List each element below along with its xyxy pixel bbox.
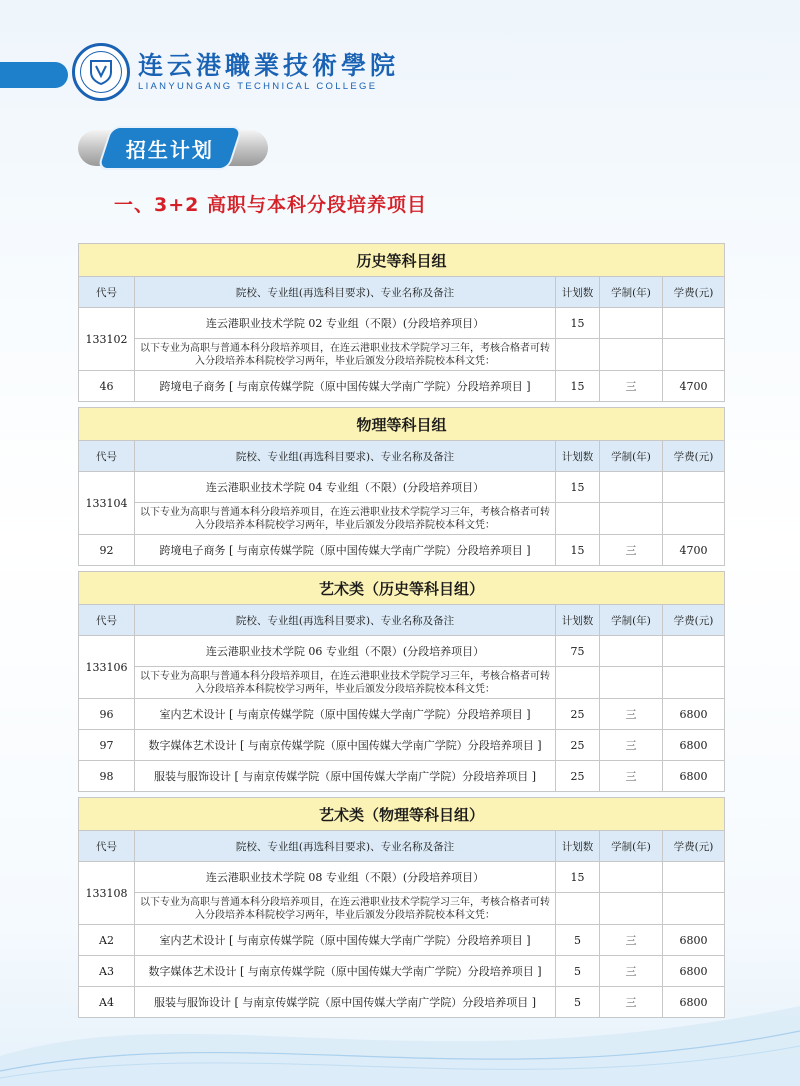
college-emblem-icon <box>72 43 130 101</box>
major-fee: 6800 <box>663 699 725 730</box>
program-row <box>79 636 725 667</box>
major-code: 97 <box>79 730 135 761</box>
college-name-cn: 连云港職業技術學院 <box>138 51 400 80</box>
group-title-row <box>79 572 725 605</box>
note-fee-empty <box>663 667 725 699</box>
note-row <box>79 667 725 699</box>
major-code: 96 <box>79 699 135 730</box>
major-plan: 25 <box>556 699 600 730</box>
major-years: 三 <box>600 371 663 402</box>
col-years-header: 学制(年) <box>600 605 663 636</box>
header-accent-stripe <box>0 62 68 88</box>
note-fee-empty <box>663 893 725 925</box>
note-plan-empty <box>556 503 600 535</box>
program-code: 133108 <box>79 862 135 925</box>
program-fee-empty <box>663 472 725 503</box>
program-code: 133104 <box>79 472 135 535</box>
group-title: 物理等科目组 <box>79 408 725 441</box>
note-plan-empty <box>556 667 600 699</box>
program-code: 133102 <box>79 308 135 371</box>
major-fee: 6800 <box>663 987 725 1018</box>
column-header-row <box>79 277 725 308</box>
major-years: 三 <box>600 925 663 956</box>
column-header-row <box>79 441 725 472</box>
major-name: 数字媒体艺术设计 [ 与南京传媒学院（原中国传媒大学南广学院）分段培养项目 ] <box>135 730 556 761</box>
program-years-empty <box>600 308 663 339</box>
decorative-wave <box>0 936 800 1086</box>
program-row <box>79 308 725 339</box>
note-years-empty <box>600 339 663 371</box>
program-note: 以下专业为高职与普通本科分段培养项目，在连云港职业技术学院学习三年，考核合格者可转入分段培养本科院校学习两年，毕业后颁发分段培养院校本科文凭： <box>135 893 556 925</box>
col-code-header: 代号 <box>79 441 135 472</box>
note-fee-empty <box>663 503 725 535</box>
major-years: 三 <box>600 761 663 792</box>
program-note: 以下专业为高职与普通本科分段培养项目，在连云港职业技术学院学习三年，考核合格者可转入分段培养本科院校学习两年，毕业后颁发分段培养院校本科文凭： <box>135 503 556 535</box>
col-desc-header: 院校、专业组(再选科目要求)、专业名称及备注 <box>135 605 556 636</box>
col-years-header: 学制(年) <box>600 831 663 862</box>
major-code: 98 <box>79 761 135 792</box>
col-desc-header: 院校、专业组(再选科目要求)、专业名称及备注 <box>135 277 556 308</box>
section-label <box>97 126 243 170</box>
program-years-empty <box>600 636 663 667</box>
major-name: 跨境电子商务 [ 与南京传媒学院（原中国传媒大学南广学院）分段培养项目 ] <box>135 535 556 566</box>
col-years-header: 学制(年) <box>600 277 663 308</box>
col-plan-header: 计划数 <box>556 277 600 308</box>
note-years-empty <box>600 893 663 925</box>
major-name: 服装与服饰设计 [ 与南京传媒学院（原中国传媒大学南广学院）分段培养项目 ] <box>135 761 556 792</box>
major-fee: 6800 <box>663 956 725 987</box>
col-years-header: 学制(年) <box>600 441 663 472</box>
program-note: 以下专业为高职与普通本科分段培养项目，在连云港职业技术学院学习三年，考核合格者可转入分段培养本科院校学习两年，毕业后颁发分段培养院校本科文凭： <box>135 339 556 371</box>
col-fee-header: 学费(元) <box>663 441 725 472</box>
col-desc-header: 院校、专业组(再选科目要求)、专业名称及备注 <box>135 441 556 472</box>
major-name: 数字媒体艺术设计 [ 与南京传媒学院（原中国传媒大学南广学院）分段培养项目 ] <box>135 956 556 987</box>
program-plan: 15 <box>556 308 600 339</box>
program-name: 连云港职业技术学院 04 专业组（不限）(分段培养项目） <box>135 472 556 503</box>
col-fee-header: 学费(元) <box>663 831 725 862</box>
program-plan: 75 <box>556 636 600 667</box>
col-code-header: 代号 <box>79 831 135 862</box>
program-note: 以下专业为高职与普通本科分段培养项目，在连云港职业技术学院学习三年，考核合格者可转入分段培养本科院校学习两年，毕业后颁发分段培养院校本科文凭： <box>135 667 556 699</box>
page-header <box>72 42 399 102</box>
major-code: A2 <box>79 925 135 956</box>
major-row <box>79 699 725 730</box>
major-name: 室内艺术设计 [ 与南京传媒学院（原中国传媒大学南广学院）分段培养项目 ] <box>135 925 556 956</box>
major-years: 三 <box>600 535 663 566</box>
section-label-text: 招生计划 <box>126 137 214 162</box>
major-plan: 25 <box>556 730 600 761</box>
major-years: 三 <box>600 987 663 1018</box>
program-name: 连云港职业技术学院 06 专业组（不限）(分段培养项目） <box>135 636 556 667</box>
major-plan: 15 <box>556 535 600 566</box>
program-code: 133106 <box>79 636 135 699</box>
major-row <box>79 535 725 566</box>
program-years-empty <box>600 472 663 503</box>
enrollment-plan-table <box>78 243 725 1018</box>
major-code: 46 <box>79 371 135 402</box>
note-row <box>79 503 725 535</box>
note-row <box>79 339 725 371</box>
major-years: 三 <box>600 956 663 987</box>
program-fee-empty <box>663 862 725 893</box>
program-row <box>79 472 725 503</box>
major-plan: 5 <box>556 987 600 1018</box>
major-fee: 4700 <box>663 371 725 402</box>
major-code: A4 <box>79 987 135 1018</box>
major-name: 室内艺术设计 [ 与南京传媒学院（原中国传媒大学南广学院）分段培养项目 ] <box>135 699 556 730</box>
column-header-row <box>79 831 725 862</box>
program-years-empty <box>600 862 663 893</box>
major-plan: 5 <box>556 925 600 956</box>
note-fee-empty <box>663 339 725 371</box>
major-code: 92 <box>79 535 135 566</box>
major-code: A3 <box>79 956 135 987</box>
group-title-row <box>79 244 725 277</box>
col-plan-header: 计划数 <box>556 605 600 636</box>
note-years-empty <box>600 503 663 535</box>
note-plan-empty <box>556 893 600 925</box>
note-years-empty <box>600 667 663 699</box>
note-row <box>79 893 725 925</box>
college-names <box>138 51 399 93</box>
major-fee: 6800 <box>663 925 725 956</box>
major-plan: 5 <box>556 956 600 987</box>
group-title-row <box>79 408 725 441</box>
col-plan-header: 计划数 <box>556 441 600 472</box>
group-title-row <box>79 798 725 831</box>
col-code-header: 代号 <box>79 605 135 636</box>
col-code-header: 代号 <box>79 277 135 308</box>
program-row <box>79 862 725 893</box>
major-years: 三 <box>600 699 663 730</box>
column-header-row <box>79 605 725 636</box>
program-plan: 15 <box>556 862 600 893</box>
major-row <box>79 730 725 761</box>
col-fee-header: 学费(元) <box>663 605 725 636</box>
major-years: 三 <box>600 730 663 761</box>
page-subtitle: 一、3+2 高职与本科分段培养项目 <box>114 194 427 216</box>
col-plan-header: 计划数 <box>556 831 600 862</box>
program-name: 连云港职业技术学院 08 专业组（不限）(分段培养项目） <box>135 862 556 893</box>
major-row <box>79 761 725 792</box>
major-fee: 4700 <box>663 535 725 566</box>
program-name: 连云港职业技术学院 02 专业组（不限）(分段培养项目） <box>135 308 556 339</box>
major-fee: 6800 <box>663 761 725 792</box>
major-plan: 15 <box>556 371 600 402</box>
major-plan: 25 <box>556 761 600 792</box>
major-name: 跨境电子商务 [ 与南京传媒学院（原中国传媒大学南广学院）分段培养项目 ] <box>135 371 556 402</box>
group-title: 艺术类（历史等科目组） <box>79 572 725 605</box>
major-name: 服装与服饰设计 [ 与南京传媒学院（原中国传媒大学南广学院）分段培养项目 ] <box>135 987 556 1018</box>
note-plan-empty <box>556 339 600 371</box>
col-desc-header: 院校、专业组(再选科目要求)、专业名称及备注 <box>135 831 556 862</box>
program-fee-empty <box>663 636 725 667</box>
college-name-en: LIANYUNGANG TECHNICAL COLLEGE <box>138 81 378 92</box>
group-title: 历史等科目组 <box>79 244 725 277</box>
major-row <box>79 371 725 402</box>
program-plan: 15 <box>556 472 600 503</box>
program-fee-empty <box>663 308 725 339</box>
group-title: 艺术类（物理等科目组） <box>79 798 725 831</box>
col-fee-header: 学费(元) <box>663 277 725 308</box>
major-fee: 6800 <box>663 730 725 761</box>
